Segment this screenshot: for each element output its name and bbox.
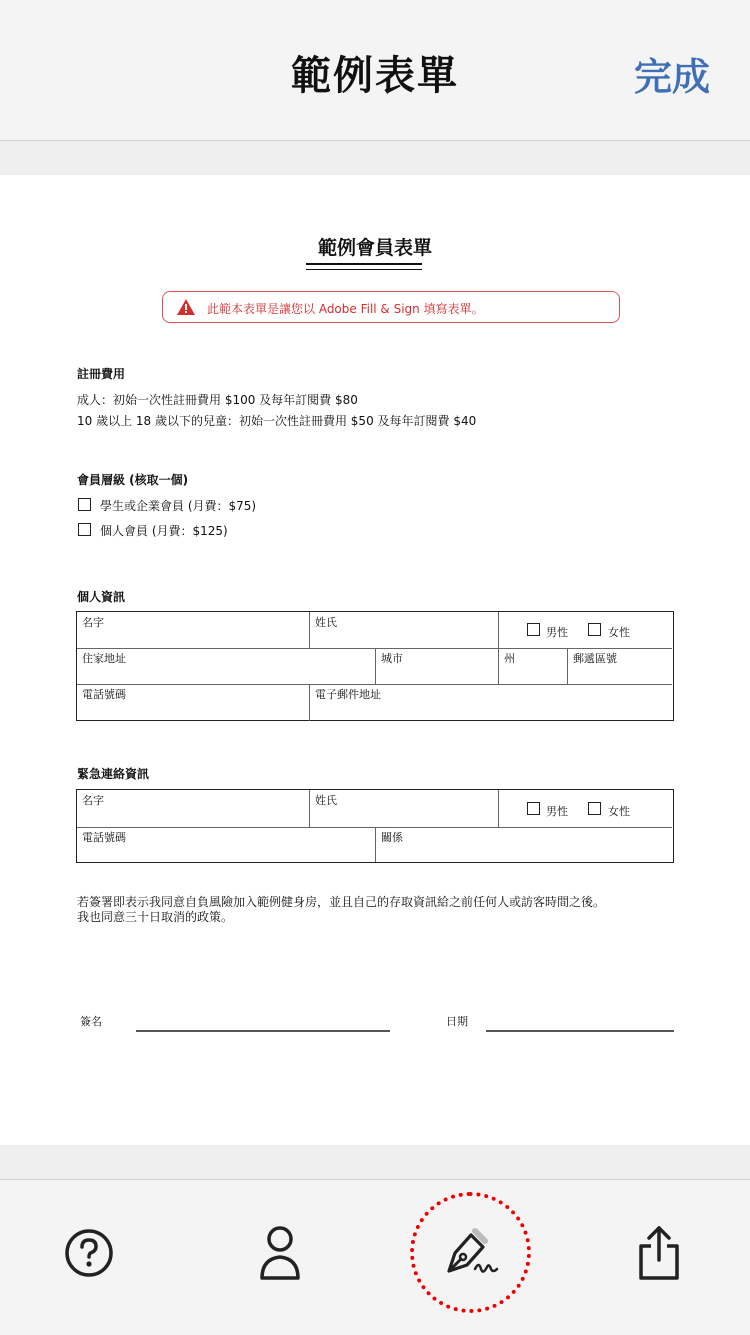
zip-field[interactable] xyxy=(568,648,672,684)
female-label: 女性 xyxy=(608,626,630,639)
registration-adult: 成人：初始一次性註冊費用 $100 及每年訂閱費 $80 xyxy=(77,393,358,407)
profile-icon xyxy=(254,1223,306,1283)
registration-child: 10 歲以上 18 歲以下的兒童：初始一次性註冊費用 $50 及每年訂閱費 $40 xyxy=(77,414,477,428)
date-label: 日期 xyxy=(446,1015,468,1028)
agreement-line-2: 我也同意三十日取消的政策。 xyxy=(77,910,234,924)
nav-bar xyxy=(0,0,750,141)
signature-line[interactable] xyxy=(136,1030,390,1032)
last-name-label: 姓氏 xyxy=(315,616,337,629)
signature-label: 簽名 xyxy=(80,1015,102,1028)
notice-banner xyxy=(162,291,620,323)
email-label: 電子郵件地址 xyxy=(315,688,381,701)
sign-button[interactable] xyxy=(426,1208,516,1298)
emergency-male-checkbox[interactable] xyxy=(527,802,540,815)
notice-text: 此範本表單是讓您以 Adobe Fill & Sign 填寫表單。 xyxy=(207,302,484,316)
relation-label: 關係 xyxy=(381,831,403,844)
relation-field[interactable] xyxy=(376,827,672,862)
emergency-last-name-field[interactable] xyxy=(310,790,498,827)
membership-heading: 會員層級 (核取一個) xyxy=(77,473,189,487)
student-checkbox[interactable] xyxy=(78,498,91,511)
profile-button[interactable] xyxy=(235,1208,325,1298)
emergency-female-checkbox[interactable] xyxy=(588,802,601,815)
registration-heading: 註冊費用 xyxy=(77,367,126,381)
individual-option-label: 個人會員 (月費：$125) xyxy=(100,524,228,538)
address-field[interactable] xyxy=(77,648,375,684)
date-line[interactable] xyxy=(486,1030,674,1032)
city-label: 城市 xyxy=(381,652,403,665)
emergency-first-name-field[interactable] xyxy=(77,790,309,827)
male-label: 男性 xyxy=(546,626,568,639)
phone-field[interactable] xyxy=(77,684,309,720)
emergency-heading: 緊急連絡資訊 xyxy=(77,767,150,781)
sign-icon xyxy=(441,1225,501,1281)
bottom-toolbar xyxy=(0,1179,750,1335)
phone-label: 電話號碼 xyxy=(82,688,126,701)
title-underline xyxy=(306,263,422,270)
share-button[interactable] xyxy=(614,1208,704,1298)
help-icon xyxy=(63,1227,115,1279)
zip-label: 郵遞區號 xyxy=(573,652,617,665)
male-checkbox[interactable] xyxy=(527,623,540,636)
female-checkbox[interactable] xyxy=(588,623,601,636)
help-button[interactable] xyxy=(44,1208,134,1298)
student-option-label: 學生或企業會員 (月費：$75) xyxy=(100,499,257,513)
last-name-field[interactable] xyxy=(310,612,498,648)
emergency-info-table xyxy=(76,789,674,863)
first-name-field[interactable] xyxy=(77,612,309,648)
emergency-female-label: 女性 xyxy=(608,805,630,818)
individual-checkbox[interactable] xyxy=(78,523,91,536)
emergency-phone-label: 電話號碼 xyxy=(82,831,126,844)
page-title: 範例表單 xyxy=(291,53,459,99)
top-spacer xyxy=(0,141,750,175)
done-button[interactable]: 完成 xyxy=(633,55,710,99)
personal-heading: 個人資訊 xyxy=(77,590,126,604)
document-page[interactable] xyxy=(0,175,750,1145)
agreement-line-1: 若簽署即表示我同意自負風險加入範例健身房，並且自己的存取資訊給之前任何人或訪客時間之後。 xyxy=(77,895,606,909)
city-field[interactable] xyxy=(376,648,498,684)
address-label: 住家地址 xyxy=(82,652,126,665)
state-field[interactable] xyxy=(499,648,567,684)
warning-icon xyxy=(177,299,195,315)
emergency-phone-field[interactable] xyxy=(77,827,375,862)
emergency-male-label: 男性 xyxy=(546,805,568,818)
share-icon xyxy=(635,1224,683,1282)
personal-info-table xyxy=(76,611,674,721)
bottom-spacer xyxy=(0,1145,750,1179)
emergency-first-name-label: 名字 xyxy=(82,794,104,807)
document-title: 範例會員表單 xyxy=(317,237,432,259)
first-name-label: 名字 xyxy=(82,616,104,629)
emergency-last-name-label: 姓氏 xyxy=(315,794,337,807)
email-field[interactable] xyxy=(310,684,672,720)
state-label: 州 xyxy=(504,652,515,665)
